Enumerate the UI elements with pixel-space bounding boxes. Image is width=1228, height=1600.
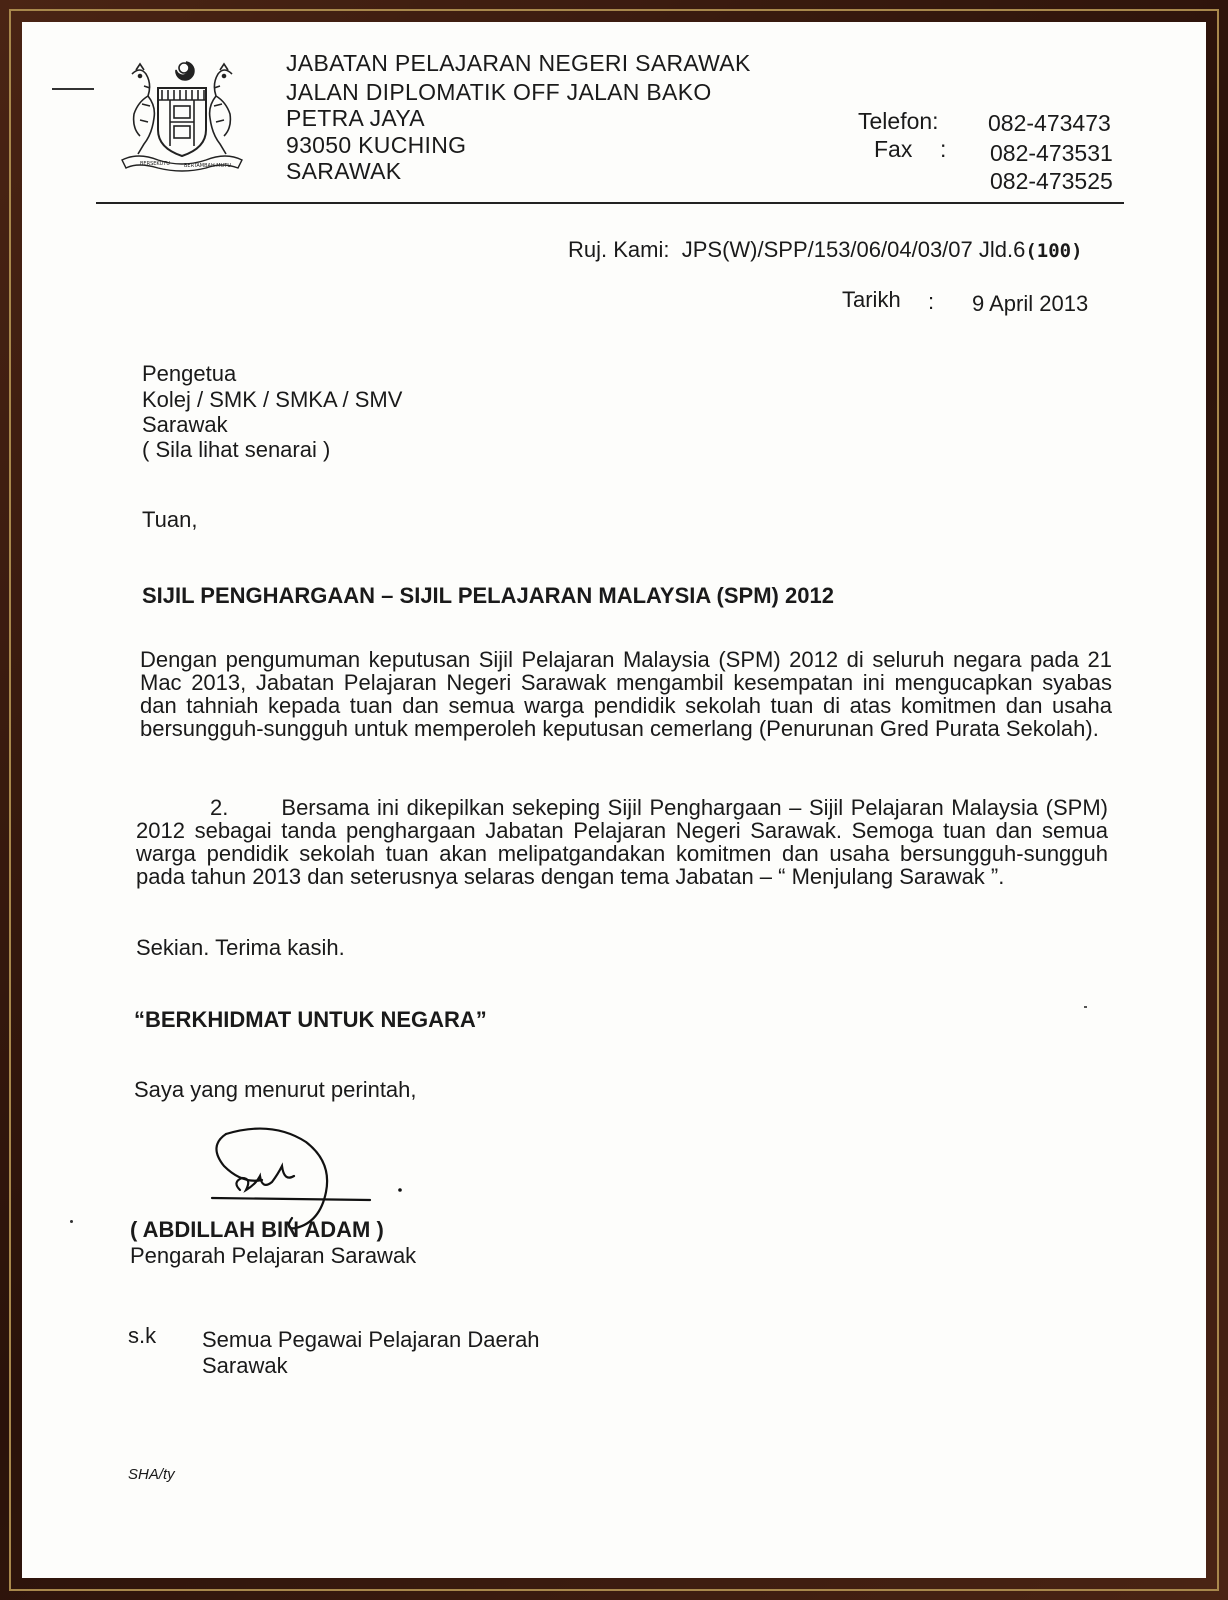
signatory-title: Pengarah Pelajaran Sarawak — [130, 1243, 417, 1268]
letter-page — [22, 22, 1206, 1578]
typist-initials: SHA/ty — [128, 1466, 175, 1483]
ruj-label: Ruj. Kami: — [568, 237, 670, 262]
tarikh-value: 9 April 2013 — [972, 291, 1089, 316]
recipient-line: Pengetua — [142, 361, 237, 386]
fax-value-2: 082-473525 — [990, 168, 1113, 194]
paragraph-1: Dengan pengumuman keputusan Sijil Pelajaran Malaysia (SPM) 2012 di seluruh negara pada 21 Mac 2013, Jabatan Pelajaran Negeri Sarawak mengambil kesempatan ini mengucapkan syabas dan tahniah kepada tuan dan semua warga pendidik sekolah tuan di atas komitmen dan usaha bersungguh-sungguh untuk memperoleh keputusan cemerlang (Penurunan Gred Purata Sekolah). — [140, 647, 1112, 741]
ruj-value: JPS(W)/SPP/153/06/04/03/07 Jld.6 — [681, 237, 1026, 262]
letterhead-rule — [96, 202, 1124, 204]
fax-label: Fax — [874, 136, 913, 162]
letterhead-line: JABATAN PELAJARAN NEGERI SARAWAK — [286, 50, 751, 76]
sk-line: Sarawak — [202, 1353, 288, 1378]
fax-colon: : — [940, 136, 947, 162]
sign-off: Saya yang menurut perintah, — [134, 1077, 417, 1102]
paragraph-2-text: Bersama ini dikepilkan sekeping Sijil Penghargaan – Sijil Pelajaran Malaysia (SPM) 2012 sebagai tanda penghargaan Jabatan Pelajaran Negeri Sarawak. Semoga tuan dan semua warga pendidik sekolah tuan akan melipatgandakan komitmen dan usaha bersungguh-sungguh pada tahun 2013 dan seterusnya selaras dengan tema Jabatan – “ Menjulang Sarawak ”. — [136, 795, 1108, 889]
recipient-line: Kolej / SMK / SMKA / SMV — [142, 387, 403, 412]
reference-line — [568, 238, 1083, 263]
ruj-handwritten: (100) — [1025, 240, 1083, 262]
salutation: Tuan, — [142, 507, 198, 532]
letterhead-line: JALAN DIPLOMATIK OFF JALAN BAKO — [286, 79, 712, 105]
recipient-line: ( Sila lihat senarai ) — [142, 437, 331, 462]
svg-text:BERTAMBAH MUTU: BERTAMBAH MUTU — [184, 163, 231, 169]
letterhead-line: SARAWAK — [286, 158, 402, 184]
margin-dash — [52, 88, 94, 90]
telefon-label: Telefon: — [858, 108, 939, 134]
motto: “BERKHIDMAT UNTUK NEGARA” — [134, 1007, 487, 1032]
telefon-value: 082-473473 — [988, 110, 1111, 136]
fax-value-1: 082-473531 — [990, 140, 1113, 166]
closing-line: Sekian. Terima kasih. — [136, 935, 345, 960]
letterhead-line: PETRA JAYA — [286, 105, 425, 131]
scan-speck — [1084, 1006, 1087, 1008]
malaysia-coat-of-arms-icon — [118, 56, 246, 174]
subject-heading: SIJIL PENGHARGAAN – SIJIL PELAJARAN MALAYSIA (SPM) 2012 — [142, 583, 834, 608]
paragraph-2-number: 2. — [210, 795, 229, 820]
recipient-line: Sarawak — [142, 412, 228, 437]
sk-line: Semua Pegawai Pelajaran Daerah — [202, 1327, 540, 1352]
scan-speck — [70, 1220, 73, 1223]
tarikh-colon: : — [928, 289, 935, 314]
tarikh-label: Tarikh — [842, 287, 901, 312]
svg-text:BERSEKUTU: BERSEKUTU — [140, 161, 170, 167]
paragraph-2 — [136, 796, 1108, 888]
sk-label: s.k — [128, 1323, 157, 1348]
letterhead-line: 93050 KUCHING — [286, 132, 467, 158]
signatory-name: ( ABDILLAH BIN ADAM ) — [130, 1217, 384, 1242]
